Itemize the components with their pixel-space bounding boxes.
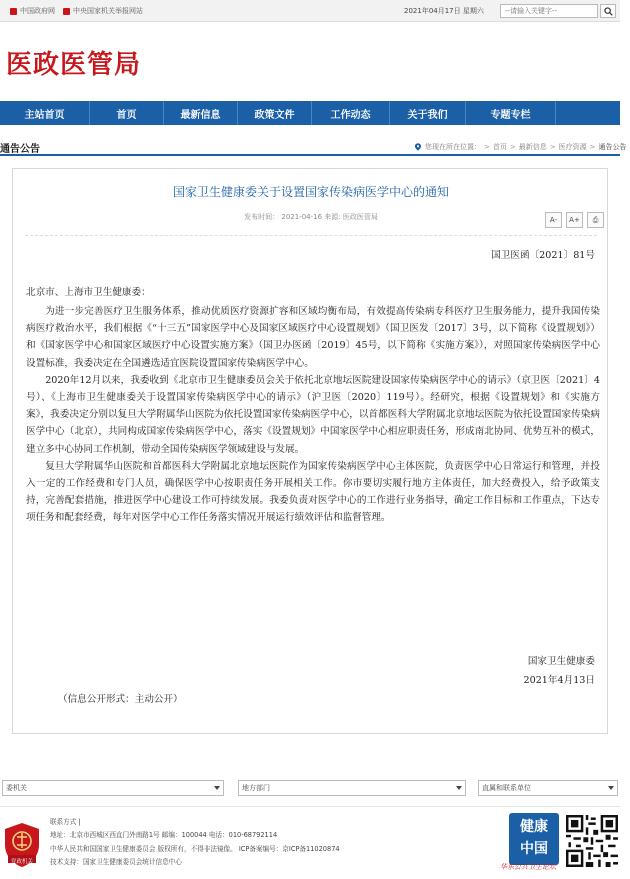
search-icon xyxy=(604,7,613,16)
select-affiliates[interactable]: 直属和联系单位 xyxy=(478,780,618,796)
nav-item-about[interactable]: 关于我们 xyxy=(390,101,466,125)
print-button[interactable]: ⎙ xyxy=(587,212,604,228)
flag-icon xyxy=(10,8,17,15)
nav-item-home[interactable]: 首页 xyxy=(90,101,164,125)
chevron-down-icon xyxy=(214,786,220,790)
current-date: 2021年04月17日 星期六 xyxy=(404,7,484,15)
location-pin-icon xyxy=(414,143,422,151)
footer-slogan: 华东公共卫生论坛 xyxy=(500,863,556,871)
main-nav xyxy=(0,101,620,125)
divider xyxy=(25,235,597,236)
footer-copyright: 中华人民共和国国家卫生健康委员会 版权所有，不得非法镜像。 ICP备案编号：京ICP备11020874 xyxy=(50,844,340,853)
nav-item-latest[interactable]: 最新信息 xyxy=(164,101,238,125)
footer-contact[interactable]: 联系方式 | xyxy=(50,818,81,826)
signature: 国家卫生健康委 xyxy=(527,656,595,667)
nav-item-policy[interactable]: 政策文件 xyxy=(238,101,312,125)
nav-item-work[interactable]: 工作动态 xyxy=(312,101,390,125)
breadcrumb-home[interactable]: 首页 xyxy=(492,143,507,151)
paragraph-3: 复旦大学附属华山医院和首都医科大学附属北京地坛医院作为国家传染病医学中心主体医院，负责医学中心日常运行和管理，并投入一定的工作经费和专门人员，确保医学中心按职责任务开展相关工作。你市要切实履行地方主体责任，加大经费投入，给予政策支持，完善配套措施，推进医学中心建设工作可持续发展。我委负责对医学中心的工作进行业务指导，确定工作目标和工作重点，下达专项任务和配套经费，每年对医学中心工作任务落实情况开展运行绩效评估和监督管理。 xyxy=(26,460,600,524)
document-number: 国卫医函〔2021〕81号 xyxy=(491,250,595,261)
breadcrumb-latest[interactable]: 最新信息 xyxy=(518,143,547,151)
sign-date: 2021年4月13日 xyxy=(523,675,595,686)
search-button[interactable] xyxy=(600,4,616,18)
nav-item-special[interactable]: 专题专栏 xyxy=(466,101,556,125)
article-meta: 发布时间： 2021-04-16 来源: 医政医管局 xyxy=(244,213,378,221)
select-ministry[interactable]: 委机关 xyxy=(2,780,224,796)
footer-info xyxy=(50,816,340,870)
link-selects xyxy=(0,780,620,798)
footer-support: 技术支持：国家卫生健康委员会统计信息中心 xyxy=(50,858,182,867)
top-utility-bar xyxy=(0,0,620,22)
chevron-down-icon xyxy=(608,786,614,790)
disclosure-form: （信息公开形式：主动公开） xyxy=(58,694,183,705)
flag-icon xyxy=(63,8,70,15)
select-local[interactable]: 地方部门 xyxy=(238,780,466,796)
report-site-link[interactable]: 中央国家机关举报网站 xyxy=(63,6,143,16)
chevron-down-icon xyxy=(456,786,462,790)
healthy-china-logo[interactable]: 健康 中国 xyxy=(509,813,559,865)
party-gov-emblem[interactable] xyxy=(2,821,42,869)
search-input[interactable] xyxy=(500,4,598,18)
footer-address: 地址：北京市西城区西直门外南路1号 邮编：100044 电话：010-68792114 xyxy=(50,831,278,840)
salutation: 北京市、上海市卫生健康委： xyxy=(26,287,151,298)
article-title: 国家卫生健康委关于设置国家传染病医学中心的通知 xyxy=(172,185,449,199)
site-logo[interactable]: 医政医管局 xyxy=(6,50,142,80)
nav-item-main-home[interactable]: 主站首页 xyxy=(0,101,90,125)
article-body xyxy=(26,303,600,527)
article-tools xyxy=(545,212,604,228)
breadcrumb-resources[interactable]: 医疗资源 xyxy=(558,143,587,151)
gov-portal-link[interactable]: 中国政府网 xyxy=(10,6,55,16)
breadcrumb-prefix: 您现在所在位置： xyxy=(425,143,481,151)
section-title: 通告公告 xyxy=(0,144,40,155)
qr-code-icon xyxy=(566,815,618,867)
font-increase-button[interactable]: A+ xyxy=(566,212,583,228)
font-decrease-button[interactable]: A- xyxy=(545,212,562,228)
breadcrumb-current: 通告公告 xyxy=(598,143,627,151)
section-header xyxy=(0,138,627,156)
article-container xyxy=(12,168,608,734)
paragraph-2: 2020年12月以来，我委收到《北京市卫生健康委员会关于依托北京地坛医院建设国家传染病医学中心的请示》（京卫医〔2021〕4号）、《上海市卫生健康委关于设置国家传染病医学中心的请示》（沪卫医〔2020〕119号）。经研究，根据《设置规划》和《实施方案》，我委决定分别以复旦大学附属华山医院为依托设置国家传染病医学中心，以首都医科大学附属北京地坛医院为依托设置国家传染病医学中心（北京），共同构成国家传染病医学中心，落实《设置规划》中国家医学中心相应职责任务，形成南北协同、优势互补的模式，建立多中心协同工作机制，带动全国传染病医学领域建设与发展。 xyxy=(26,374,600,455)
emblem-label: 党政机关 xyxy=(10,859,33,865)
paragraph-1: 为进一步完善医疗卫生服务体系，推动优质医疗资源扩容和区域均衡布局，有效提高传染病专科医疗卫生服务能力，提升我国传染病医疗救治水平，我们根据《“十三五”国家医学中心及国家区域医疗中心设置规划》（国卫医发〔2017〕3号，以下简称《设置规划》）和《国家医学中心和国家区域医疗中心设置实施方案》（国卫办医函〔2019〕45号，以下简称《实施方案》），对照国家传染病医学中心设置标准，我委决定在全国遴选适宜医院设置国家传染病医学中心。 xyxy=(26,306,600,369)
breadcrumb: 您现在所在位置： > 首页 > 最新信息 > 医疗资源 > 通告公告 xyxy=(414,142,630,152)
